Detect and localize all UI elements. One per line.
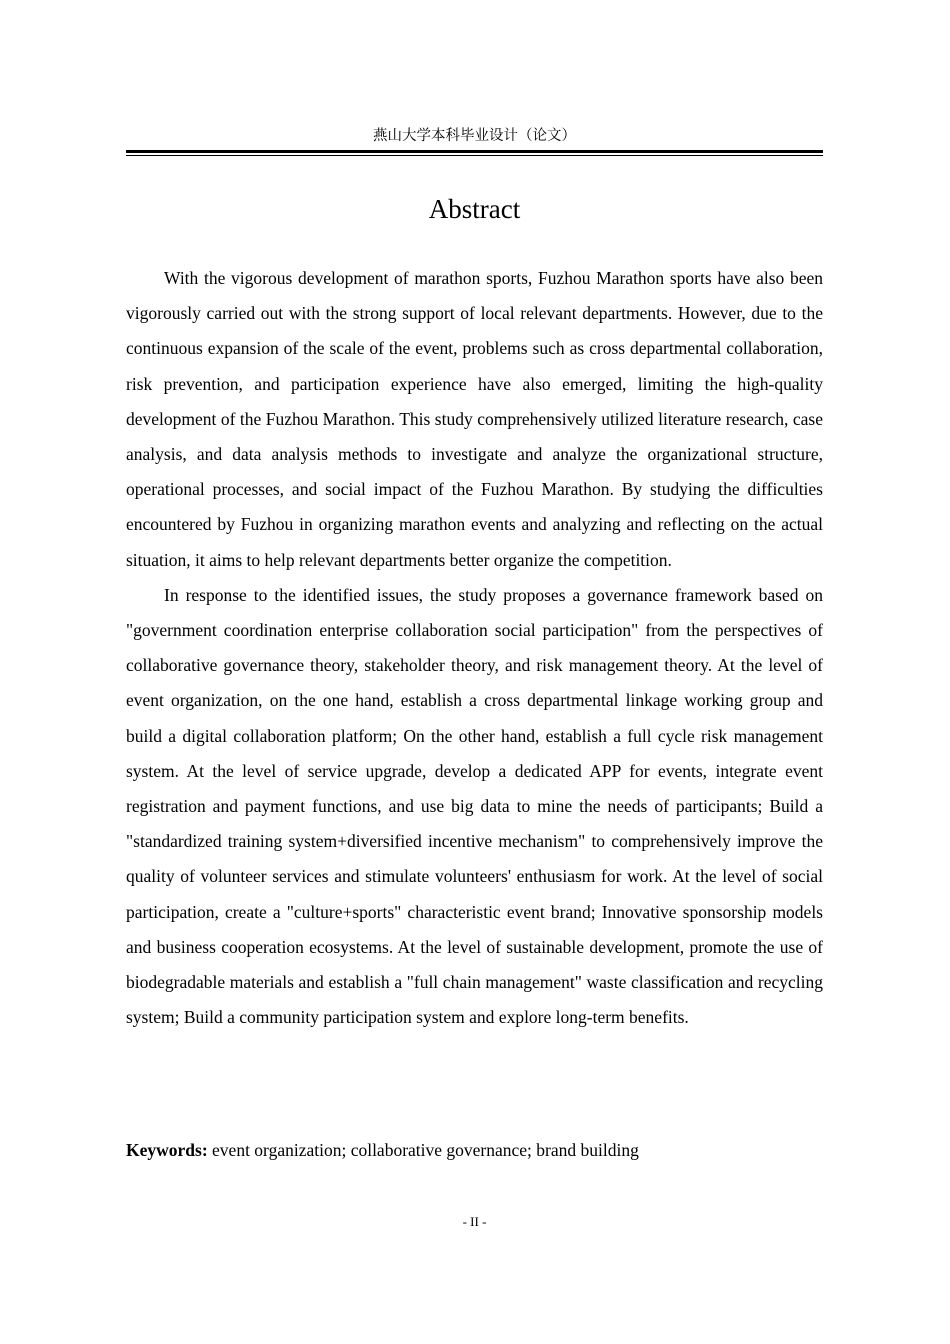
abstract-paragraph-1: With the vigorous development of marathon sports, Fuzhou Marathon sports have also been vigorously carried out with the strong support of local relevant departments. However, due to the continuous expansion of the scale of the event, problems such as cross departmental collaboration, risk prevention, and participation experience have also emerged, limiting the high-quality development of the Fuzhou Marathon. This study comprehensively utilized literature research, case analysis, and data analysis methods to investigate and analyze the organizational structure, operational processes, and social impact of the Fuzhou Marathon. By studying the difficulties encountered by Fuzhou in organizing marathon events and analyzing and reflecting on the actual situation, it aims to help relevant departments better organize the competition. — [126, 268, 823, 570]
keywords-list: event organization; collaborative governance; brand building — [207, 1140, 639, 1160]
page-number: - II - — [462, 1214, 487, 1229]
abstract-body — [126, 261, 823, 1035]
header-rule-thin — [126, 155, 823, 156]
running-header: 燕山大学本科毕业设计（论文） — [373, 128, 576, 144]
abstract-heading: Abstract — [428, 194, 521, 224]
abstract-paragraph-2: In response to the identified issues, the study proposes a governance framework based on "government coordination enterprise collaboration social participation" from the perspectives of collaborative governance theory, stakeholder theory, and risk management theory. At the level of event organization, on the one hand, establish a cross departmental linkage working group and build a digital collaboration platform; On the other hand, establish a full cycle risk management system. At the level of service upgrade, develop a dedicated APP for events, integrate event registration and payment functions, and use big data to mine the needs of participants; Build a "standardized training system+diversified incentive mechanism" to comprehensively improve the quality of volunteer services and stimulate volunteers' enthusiasm for work. At the level of social participation, create a "culture+sports" characteristic event brand; Innovative sponsorship models and business cooperation ecosystems. At the level of sustainable development, promote the use of biodegradable materials and establish a "full chain management" waste classification and recycling system; Build a community participation system and explore long-term benefits. — [126, 584, 823, 1028]
header-rule-thick — [126, 150, 823, 153]
keywords-line — [126, 1133, 823, 1168]
keywords-label: Keywords: — [126, 1140, 208, 1160]
